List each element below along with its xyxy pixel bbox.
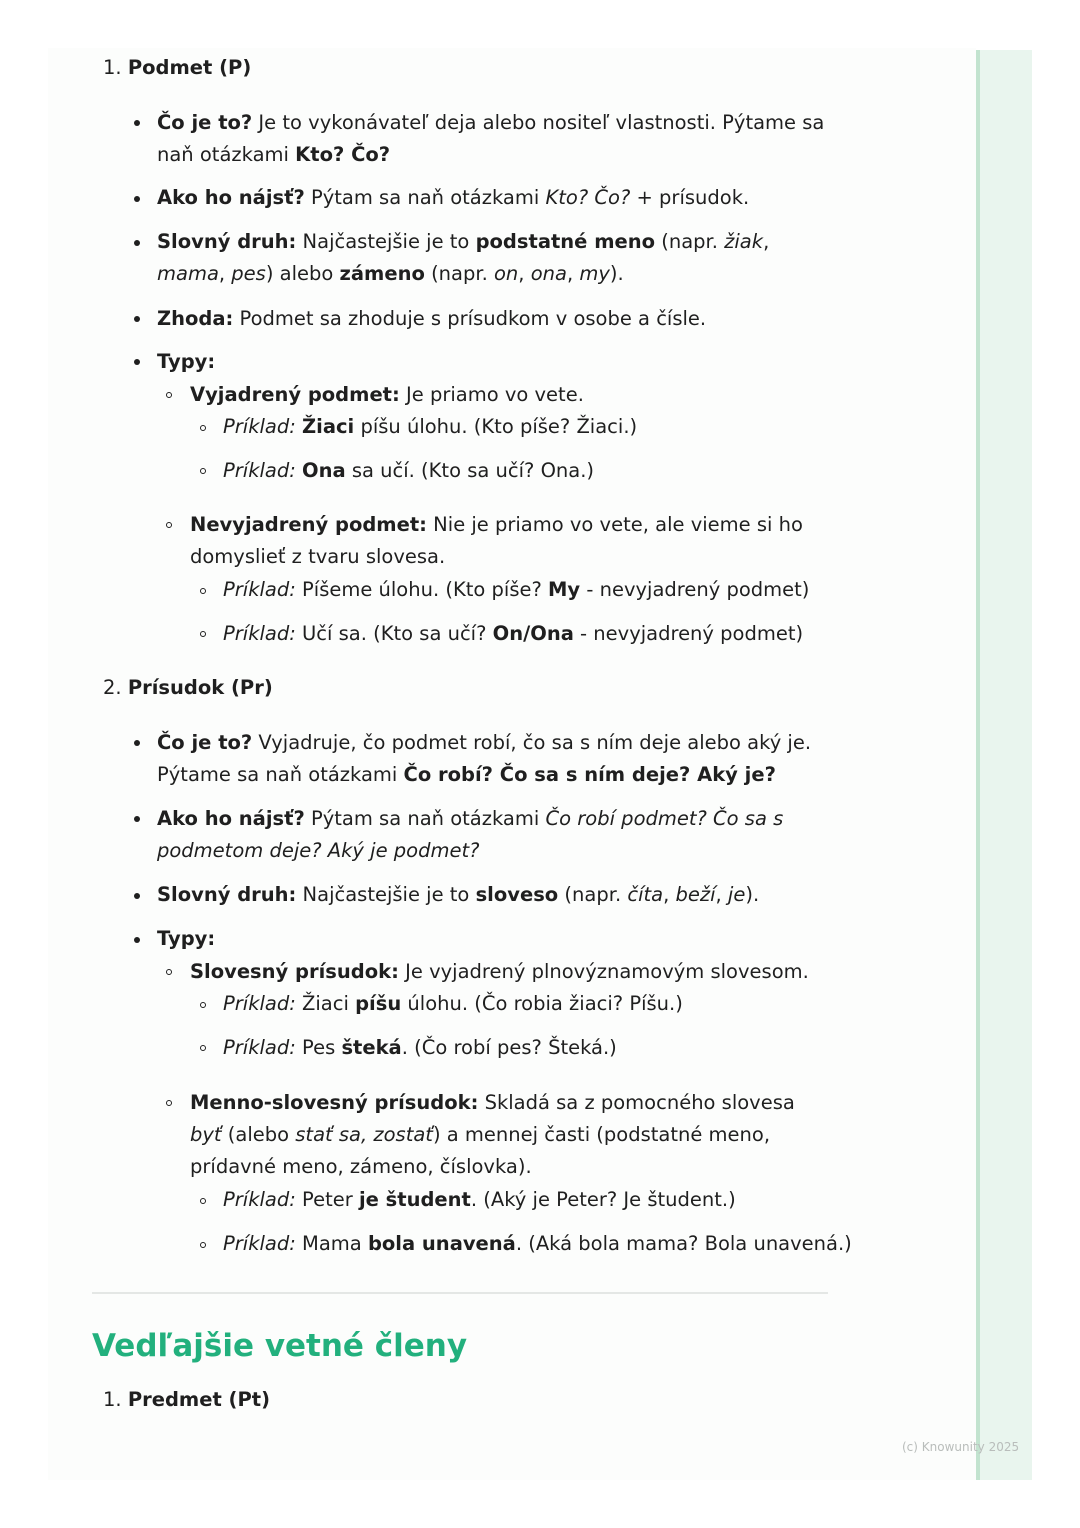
bullet-icon xyxy=(134,120,140,126)
podmet-word-class: Slovný druh: Najčastejšie je to podstatné meno (napr. žiak, mama, pes) alebo zámeno (napr. on, ona, my). xyxy=(157,230,770,285)
podmet-agreement: Zhoda: Podmet sa zhoduje s prísudkom v osobe a čísle. xyxy=(157,307,707,330)
prisudok-example: Príklad: Žiaci píšu úlohu. (Čo robia žiaci? Píšu.) xyxy=(223,992,683,1015)
bullet-icon xyxy=(134,196,140,202)
sub-bullet-icon xyxy=(166,522,172,528)
right-margin-bar xyxy=(976,50,1032,1480)
bullet-icon xyxy=(134,316,140,322)
list-item-prisudok-heading: 2. Prísudok (Pr) xyxy=(103,676,273,699)
sub-bullet-icon xyxy=(166,392,172,398)
list-item-predmet-heading: 1. Predmet (Pt) xyxy=(103,1388,270,1411)
bullet-icon xyxy=(134,740,140,746)
prisudok-type-verbal: Slovesný prísudok: Je vyjadrený plnovýznamovým slovesom. xyxy=(190,960,809,983)
prisudok-types-label: Typy: xyxy=(157,927,216,950)
sub-bullet-icon xyxy=(200,588,206,594)
podmet-example: Príklad: Píšeme úlohu. (Kto píše? My - nevyjadrený podmet) xyxy=(223,578,810,601)
podmet-types-label: Typy: xyxy=(157,350,216,373)
bullet-icon xyxy=(134,893,140,899)
prisudok-example: Príklad: Mama bola unavená. (Aká bola mama? Bola unavená.) xyxy=(223,1232,852,1255)
podmet-how-to-find: Ako ho nájsť? Pýtam sa naň otázkami Kto? Čo? + prísudok. xyxy=(157,186,750,209)
sub-bullet-icon xyxy=(200,1045,206,1051)
podmet-type-unexpressed: Nevyjadrený podmet: Nie je priamo vo vete, ale vieme si ho domyslieť z tvaru slovesa. xyxy=(190,513,803,568)
podmet-definition: Čo je to? Je to vykonávateľ deja alebo nositeľ vlastnosti. Pýtame sa naň otázkami Kto? Čo? xyxy=(157,111,825,166)
sub-bullet-icon xyxy=(166,969,172,975)
podmet-example: Príklad: Žiaci píšu úlohu. (Kto píše? Žiaci.) xyxy=(223,415,638,438)
prisudok-example: Príklad: Peter je študent. (Aký je Peter? Je študent.) xyxy=(223,1188,736,1211)
podmet-example: Príklad: Ona sa učí. (Kto sa učí? Ona.) xyxy=(223,459,595,482)
section-heading: Vedľajšie vetné členy xyxy=(92,1328,468,1364)
bullet-icon xyxy=(134,240,140,246)
prisudok-example: Príklad: Pes šteká. (Čo robí pes? Šteká.) xyxy=(223,1036,617,1059)
prisudok-type-nominal: Menno-slovesný prísudok: Skladá sa z pomocného slovesa byť (alebo stať sa, zostať) a mennej časti (podstatné meno, prídavné meno, zámeno, číslovka). xyxy=(190,1091,795,1178)
bullet-icon xyxy=(134,359,140,365)
copyright-footer: (c) Knowunity 2025 xyxy=(902,1440,1020,1454)
list-item-podmet-heading: 1. Podmet (P) xyxy=(103,56,252,79)
podmet-example: Príklad: Učí sa. (Kto sa učí? On/Ona - nevyjadrený podmet) xyxy=(223,622,804,645)
sub-bullet-icon xyxy=(200,1002,206,1008)
prisudok-definition: Čo je to? Vyjadruje, čo podmet robí, čo sa s ním deje alebo aký je. Pýtame sa naň otázkami Čo robí? Čo sa s ním deje? Aký je? xyxy=(157,731,812,786)
sub-bullet-icon xyxy=(200,1242,206,1248)
sub-bullet-icon xyxy=(200,1198,206,1204)
prisudok-how-to-find: Ako ho nájsť? Pýtam sa naň otázkami Čo robí podmet? Čo sa s podmetom deje? Aký je podmet? xyxy=(157,807,784,862)
podmet-type-expressed: Vyjadrený podmet: Je priamo vo vete. xyxy=(190,383,584,406)
section-divider xyxy=(92,1292,828,1294)
sub-bullet-icon xyxy=(200,425,206,431)
sub-bullet-icon xyxy=(166,1100,172,1106)
bullet-icon xyxy=(134,816,140,822)
sub-bullet-icon xyxy=(200,631,206,637)
prisudok-word-class: Slovný druh: Najčastejšie je to sloveso (napr. číta, beží, je). xyxy=(157,883,760,906)
bullet-icon xyxy=(134,937,140,943)
sub-bullet-icon xyxy=(200,468,206,474)
